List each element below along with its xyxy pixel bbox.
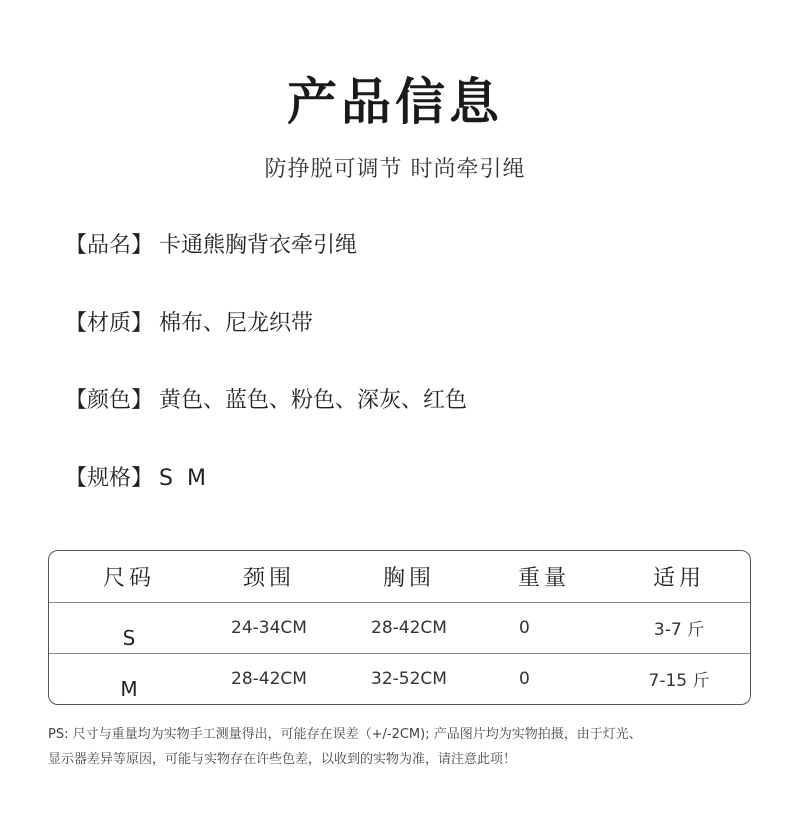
info-key: 【材质】 [65, 311, 154, 336]
size-cell: S [122, 625, 136, 650]
header-weight: 重量 [517, 566, 570, 591]
neck-cell: 28-42CM [231, 668, 307, 689]
table-row [49, 602, 750, 654]
header-size: 尺码 [102, 566, 155, 591]
size-table [48, 550, 751, 705]
info-key: 【规格】 [65, 466, 154, 491]
suitable-cell: 3-7 斤 [653, 620, 705, 640]
disclaimer-note [48, 722, 758, 772]
weight-cell: 0 [519, 617, 530, 638]
chest-cell: 28-42CM [371, 617, 447, 638]
table-row [49, 653, 750, 704]
header-chest: 胸围 [382, 566, 435, 591]
info-row-material [65, 306, 313, 337]
info-row-spec [65, 461, 206, 492]
info-key: 【品名】 [65, 233, 154, 258]
header-suitable: 适用 [652, 566, 705, 591]
note-line: 显示器差异等原因，可能与实物存在许些色差，以收到的实物为准，请注意此项！ [48, 752, 517, 767]
info-row-name [65, 228, 357, 259]
size-cell: M [120, 676, 138, 701]
neck-cell: 24-34CM [231, 617, 307, 638]
table-header-row [49, 551, 750, 603]
page-subtitle: 防挣脱可调节 时尚牵引绳 [264, 157, 526, 182]
page-title: 产品信息 [287, 73, 503, 131]
info-row-color [65, 383, 467, 414]
info-value: S M [159, 466, 206, 491]
suitable-cell: 7-15 斤 [648, 671, 710, 691]
info-value: 棉布、尼龙织带 [159, 311, 314, 336]
note-line: PS: 尺寸与重量均为实物手工测量得出，可能存在误差（+/-2CM); 产品图片均为实物拍摄，由于灯光、 [48, 727, 642, 742]
chest-cell: 32-52CM [371, 668, 447, 689]
info-value: 卡通熊胸背衣牵引绳 [159, 233, 358, 258]
info-key: 【颜色】 [65, 388, 154, 413]
weight-cell: 0 [519, 668, 530, 689]
info-value: 黄色、蓝色、粉色、深灰、红色 [159, 388, 468, 413]
header-neck: 颈围 [242, 566, 295, 591]
